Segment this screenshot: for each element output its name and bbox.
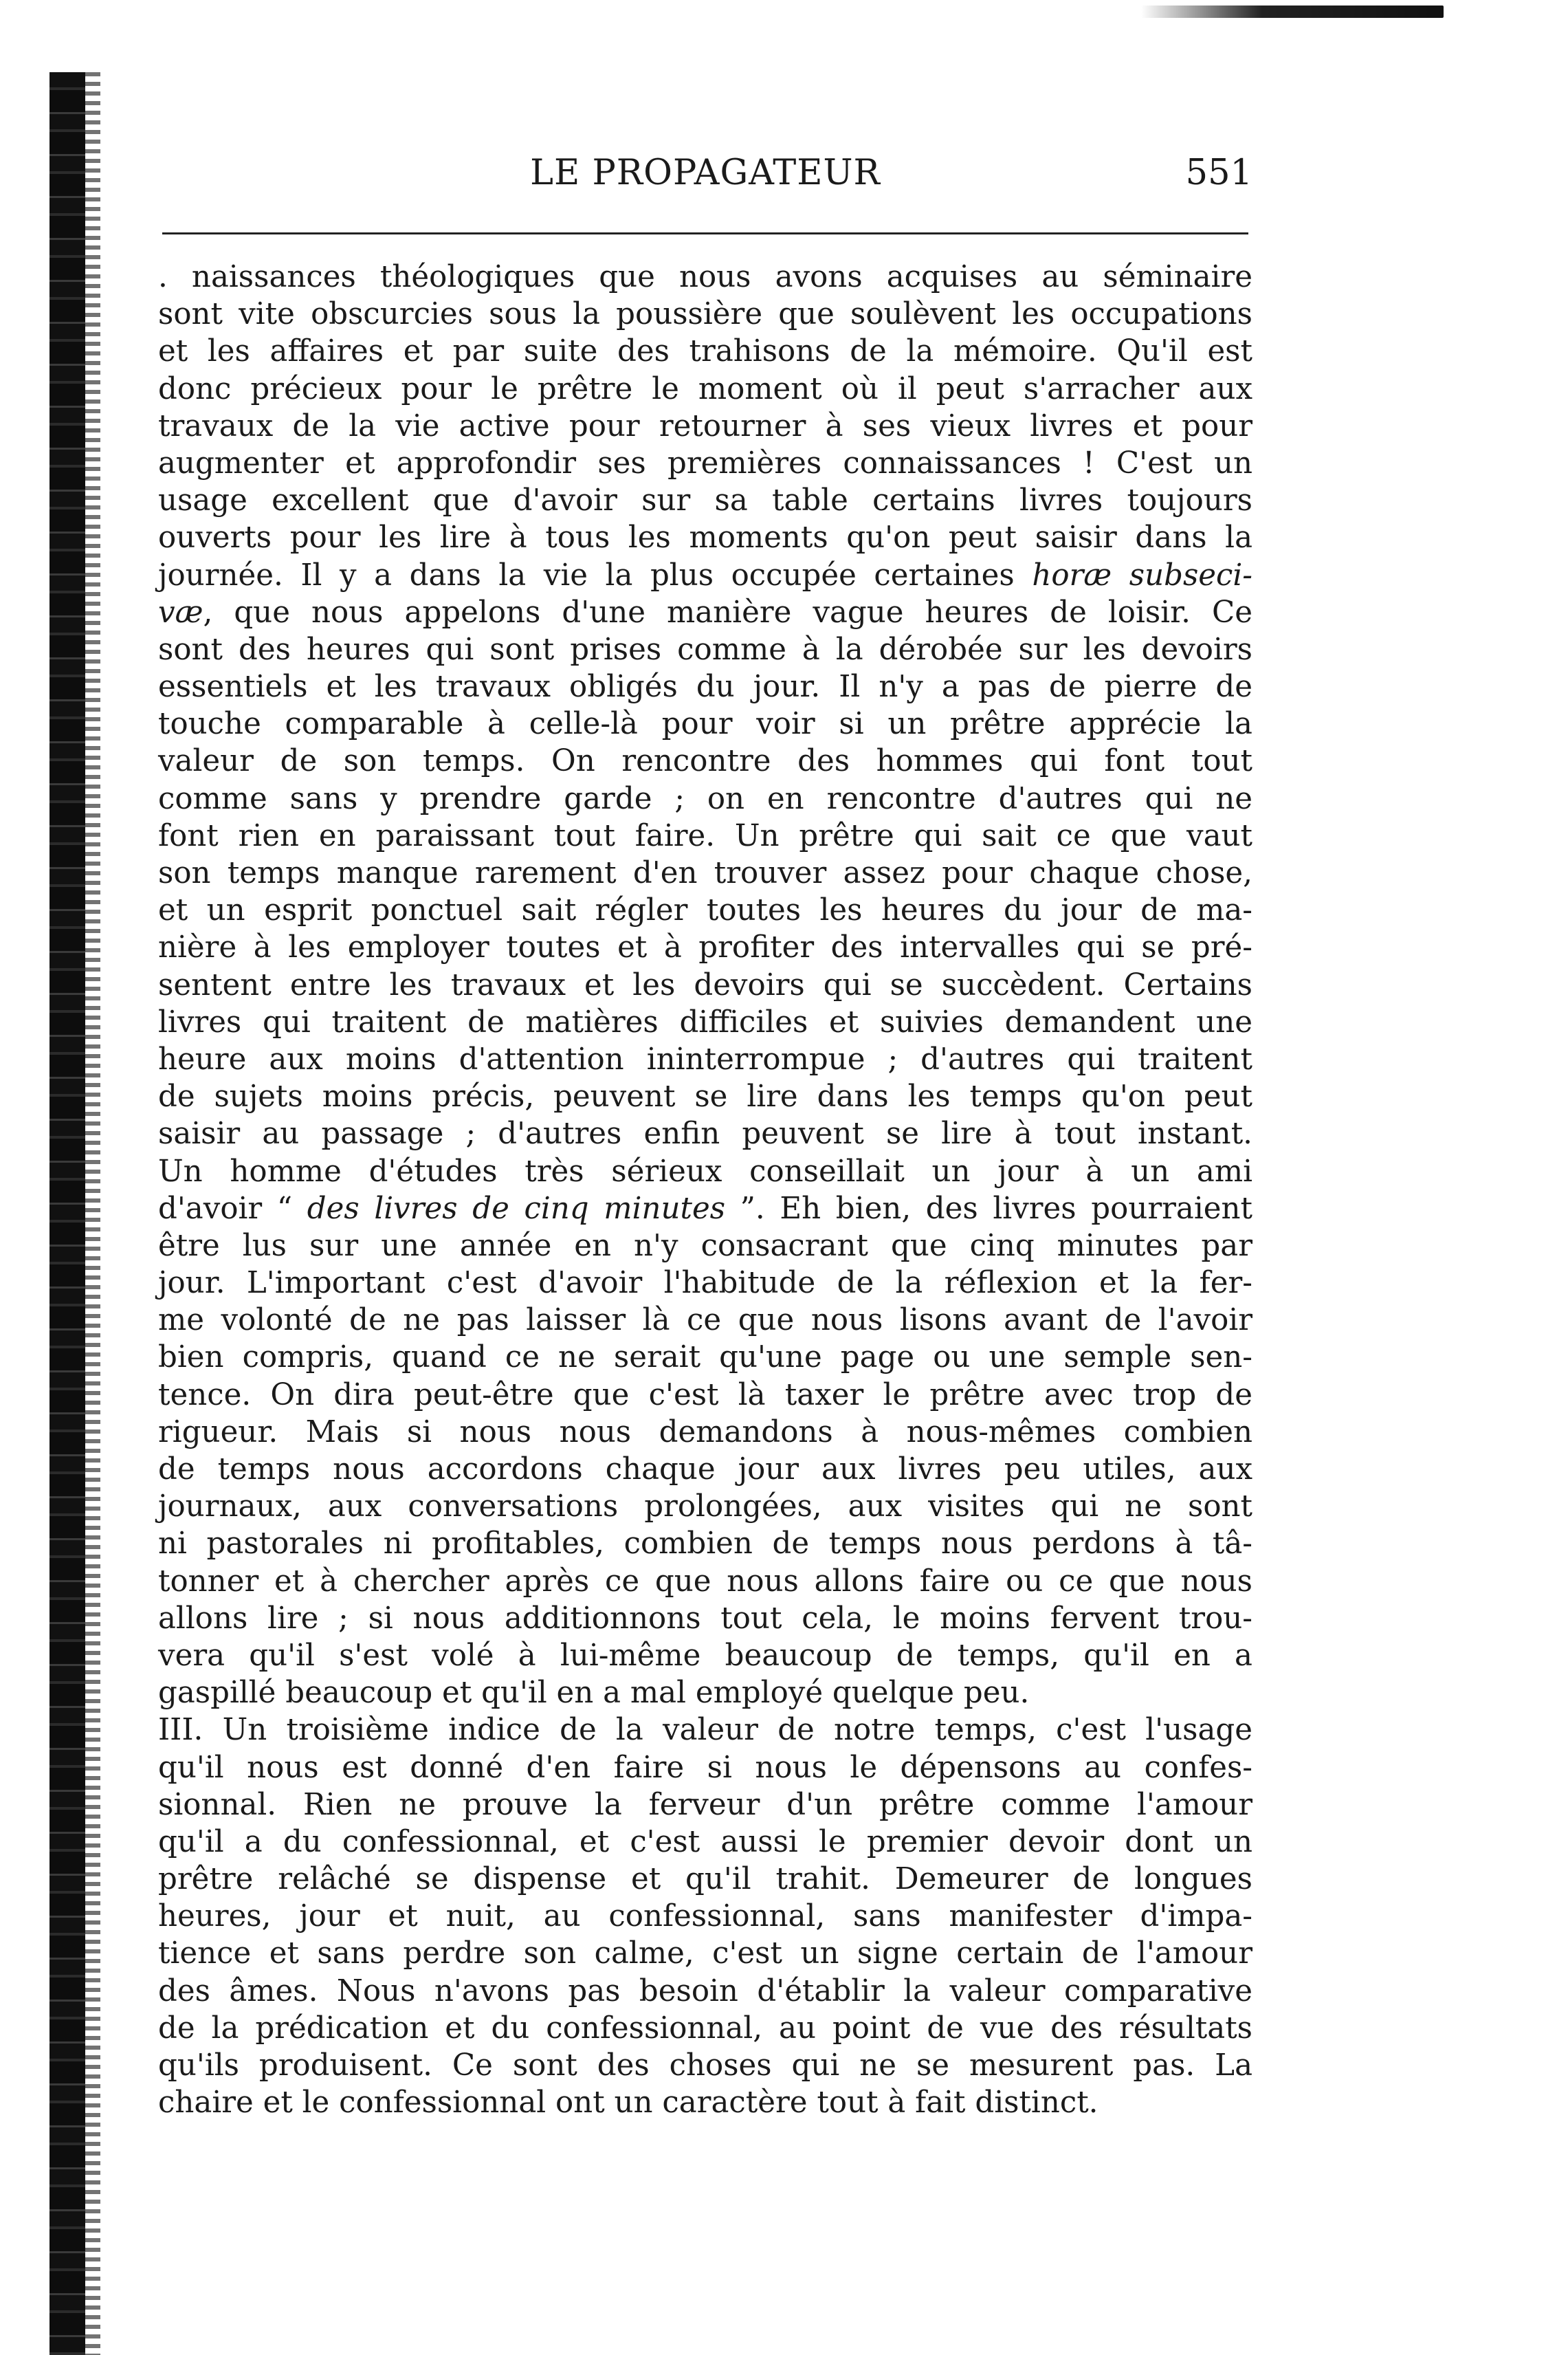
- text-line: ni pastorales ni profitables, combien de temps nous perdons à tâ-: [158, 1526, 1252, 1562]
- italic-emphasis: horæ subseci-: [1032, 558, 1252, 593]
- running-header: [158, 153, 1252, 201]
- text-line: des âmes. Nous n'avons pas besoin d'établir la valeur comparative: [158, 1973, 1252, 2008]
- text-line: heure aux moins d'attention ininterrompue ; d'autres qui traitent: [158, 1042, 1252, 1077]
- text-line: rigueur. Mais si nous nous demandons à nous-mêmes combien: [158, 1414, 1252, 1449]
- text-line: comme sans y prendre garde ; on en rencontre d'autres qui ne: [158, 781, 1252, 816]
- text-line: tence. On dira peut-être que c'est là taxer le prêtre avec trop de: [158, 1377, 1252, 1412]
- text-line: jour. L'important c'est d'avoir l'habitude de la réflexion et la fer-: [158, 1266, 1252, 1301]
- text-line: travaux de la vie active pour retourner à ses vieux livres et pour: [158, 408, 1252, 443]
- text-line: journée. Il y a dans la vie la plus occupée certaines horæ subseci-: [158, 558, 1252, 593]
- text-line: de temps nous accordons chaque jour aux livres peu utiles, aux: [158, 1452, 1252, 1487]
- text-line: qu'il a du confessionnal, et c'est aussi le premier devoir dont un: [158, 1824, 1252, 1859]
- scan-artifact-top: [1141, 6, 1444, 18]
- text-line: d'avoir “ des livres de cinq minutes ”. Eh bien, des livres pourraient: [158, 1191, 1253, 1226]
- text-line: me volonté de ne pas laisser là ce que nous lisons avant de l'avoir: [158, 1303, 1252, 1338]
- text-line: essentiels et les travaux obligés du jour. Il n'y a pas de pierre de: [158, 670, 1252, 705]
- text-line: chaire et le confessionnal ont un caractère tout à fait distinct.: [158, 2085, 1098, 2121]
- text-line: tonner et à chercher après ce que nous allons faire ou ce que nous: [158, 1564, 1252, 1599]
- italic-emphasis: des livres de cinq minutes: [307, 1191, 726, 1226]
- page-number: 551: [1185, 153, 1252, 193]
- text-line: et les affaires et par suite des trahisons de la mémoire. Qu'il est: [158, 334, 1252, 369]
- text-line: touche comparable à celle-là pour voir si un prêtre apprécie la: [158, 707, 1252, 742]
- text-line: son temps manque rarement d'en trouver assez pour chaque chose,: [158, 856, 1252, 890]
- text-line: nière à les employer toutes et à profiter des intervalles qui se pré-: [158, 930, 1252, 965]
- text-line: vera qu'il s'est volé à lui-même beaucoup de temps, qu'il en a: [158, 1638, 1252, 1673]
- text-line: tience et sans perdre son calme, c'est un signe certain de l'amour: [158, 1936, 1252, 1971]
- text-line: væ, que nous appelons d'une manière vague heures de loisir. Ce: [158, 595, 1252, 630]
- text-line: et un esprit ponctuel sait régler toutes les heures du jour de ma-: [158, 893, 1252, 928]
- scan-binding-edge: [49, 72, 85, 2355]
- text-line: livres qui traitent de matières difficiles et suivies demandent une: [158, 1005, 1252, 1040]
- text-line: font rien en paraissant tout faire. Un prêtre qui sait ce que vaut: [158, 818, 1252, 853]
- text-line: être lus sur une année en n'y consacrant que cinq minutes par: [158, 1228, 1252, 1263]
- text-line: journaux, aux conversations prolongées, aux visites qui ne sont: [158, 1489, 1252, 1524]
- text-line: sionnal. Rien ne prouve la ferveur d'un prêtre comme l'amour: [158, 1787, 1252, 1822]
- text-line: Un homme d'études très sérieux conseillait un jour à un ami: [158, 1154, 1252, 1189]
- header-rule: [162, 232, 1248, 234]
- text-line: allons lire ; si nous additionnons tout cela, le moins fervent trou-: [158, 1601, 1252, 1636]
- text-line: qu'ils produisent. Ce sont des choses qui ne se mesurent pas. La: [158, 2048, 1252, 2083]
- text-line: bien compris, quand ce ne serait qu'une page ou une semple sen-: [158, 1340, 1252, 1375]
- text-line: gaspillé beaucoup et qu'il en a mal employé quelque peu.: [158, 1676, 1030, 1711]
- text-line: . naissances théologiques que nous avons acquises au séminaire: [158, 260, 1252, 294]
- text-line: usage excellent que d'avoir sur sa table certains livres toujours: [158, 483, 1252, 518]
- text-line: sentent entre les travaux et les devoirs qui se succèdent. Certains: [158, 967, 1252, 1003]
- text-line: augmenter et approfondir ses premières connaissances ! C'est un: [158, 446, 1252, 481]
- body-text: [158, 259, 1252, 2121]
- text-line: heures, jour et nuit, au confessionnal, sans manifester d'impa-: [158, 1899, 1252, 1934]
- text-line: donc précieux pour le prêtre le moment où il peut s'arracher aux: [158, 371, 1252, 406]
- text-line: sont des heures qui sont prises comme à la dérobée sur les devoirs: [158, 632, 1252, 667]
- text-line: valeur de son temps. On rencontre des hommes qui font tout: [158, 744, 1252, 779]
- text-line: qu'il nous est donné d'en faire si nous le dépensons au confes-: [158, 1750, 1252, 1785]
- text-line: sont vite obscurcies sous la poussière que soulèvent les occupations: [158, 297, 1252, 332]
- text-line: de sujets moins précis, peuvent se lire dans les temps qu'on peut: [158, 1080, 1252, 1115]
- text-line: de la prédication et du confessionnal, au point de vue des résultats: [158, 2011, 1252, 2046]
- text-line: ouverts pour les lire à tous les moments qu'on peut saisir dans la: [158, 521, 1252, 556]
- running-title: LE PROPAGATEUR: [530, 153, 881, 193]
- italic-emphasis: væ: [158, 595, 203, 630]
- text-line: III. Un troisième indice de la valeur de notre temps, c'est l'usage: [158, 1713, 1252, 1748]
- text-line: saisir au passage ; d'autres enfin peuvent se lire à tout instant.: [158, 1117, 1252, 1152]
- text-line: prêtre relâché se dispense et qu'il trahit. Demeurer de longues: [158, 1862, 1252, 1897]
